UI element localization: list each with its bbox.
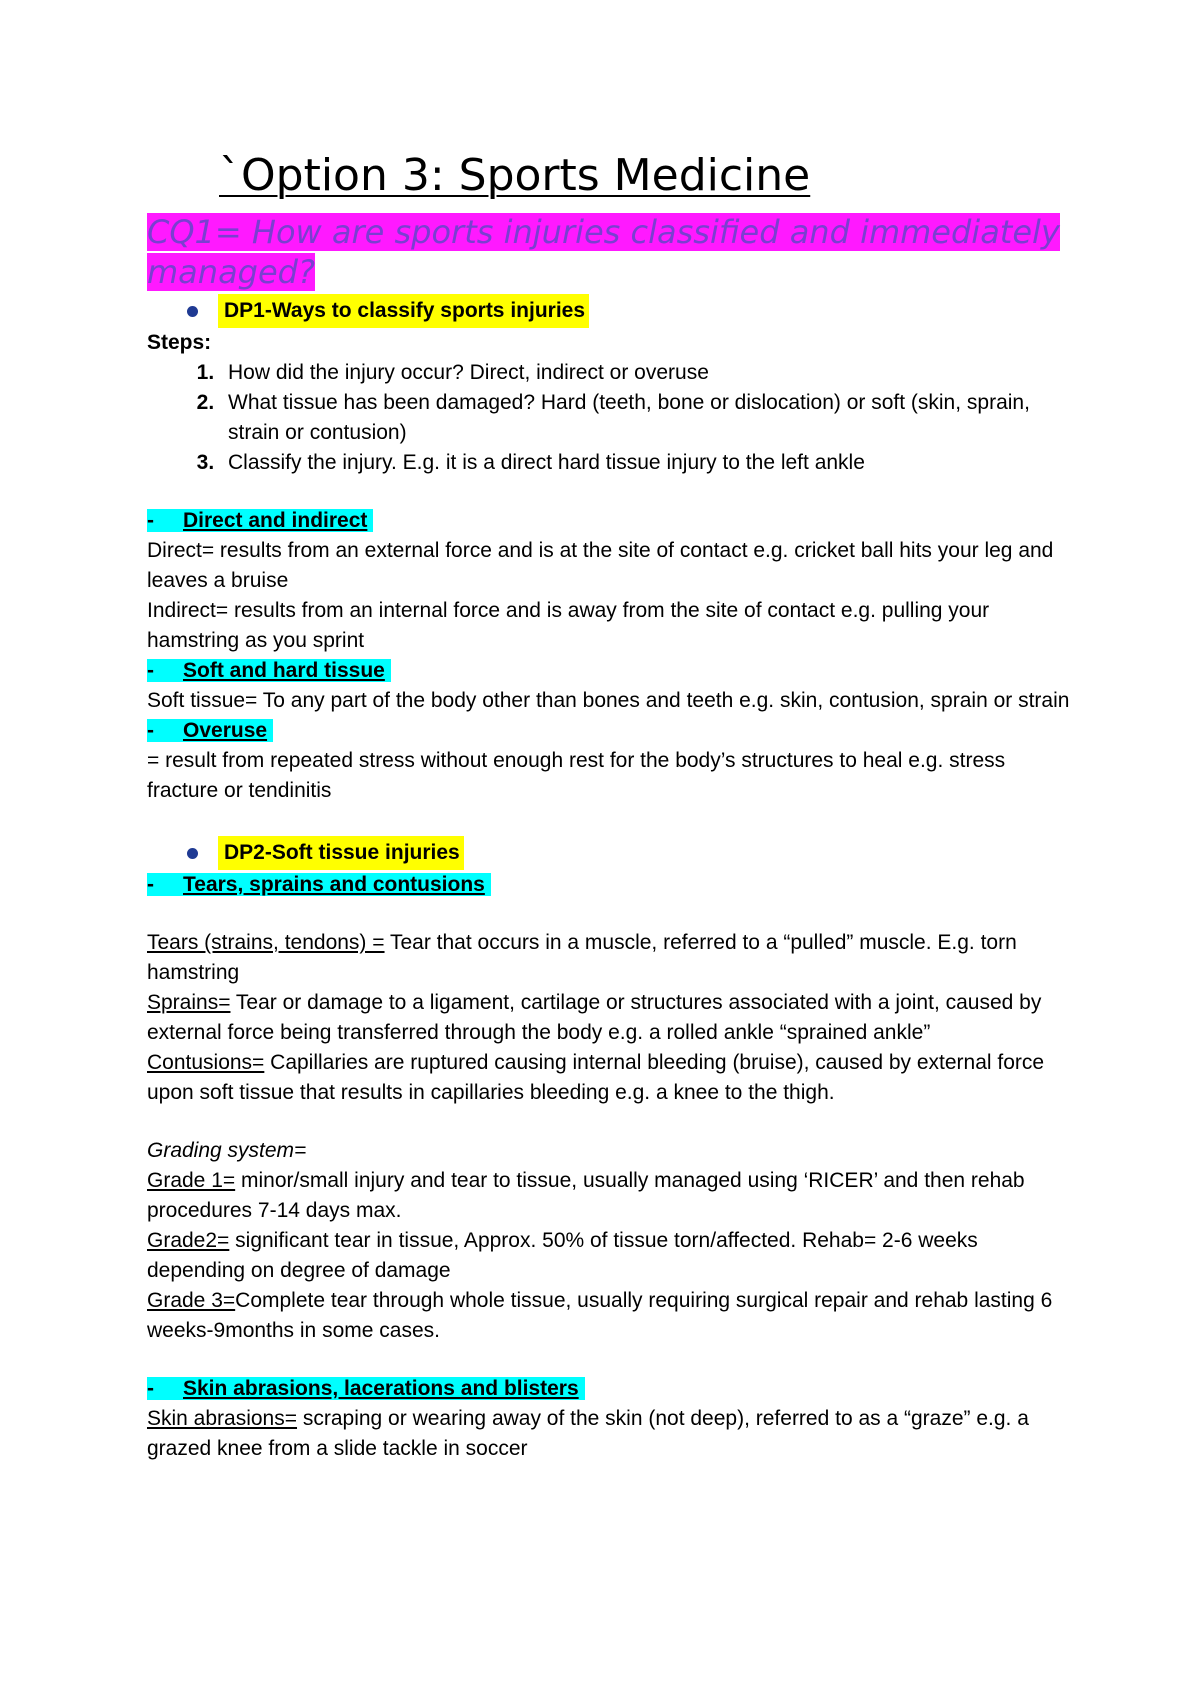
dot-point-1 [187,294,1077,328]
skin-heading-text: Skin abrasions, lacerations and blisters [183,1377,579,1400]
list-item: 2. What tissue has been damaged? Hard (teeth, bone or dislocation) or soft (skin, sprain, strain or contusion) [220,388,1077,448]
spacer [147,478,1077,506]
grade-3-term: Grade 3= [147,1289,236,1312]
tears-term: Tears (strains, tendons) = [147,931,385,954]
overuse-definition: = result from repeated stress without enough rest for the body’s structures to heal e.g. stress fracture or tendinitis [147,749,1006,802]
grade-2-definition [147,1226,1077,1286]
tears-heading-text: Tears, sprains and contusions [183,873,485,896]
skin-abrasions-text: scraping or wearing away of the skin (not deep), referred to as a “graze” e.g. a grazed knee from a slide tackle in soccer [147,1407,1029,1460]
skin-abrasions-term: Skin abrasions= [147,1407,298,1430]
contusions-term: Contusions= [147,1051,265,1074]
direct-heading-text: Direct and indirect [183,509,368,532]
spacer [147,1346,1077,1374]
bullet-icon [187,306,198,317]
soft-definition: Soft tissue= To any part of the body other than bones and teeth e.g. skin, contusion, sprain or strain [147,689,1070,712]
sprains-definition [147,988,1077,1048]
cq1-text: CQ1= How are sports injuries classified and immediately managed? [147,213,1060,291]
dot-point-2 [187,836,1077,870]
contusions-definition [147,1048,1077,1108]
dash-bullet: - [147,719,154,742]
section-heading-skin [147,1374,1077,1404]
section-heading-soft [147,656,1077,686]
indirect-definition: Indirect= results from an internal force and is away from the site of contact e.g. pulling your hamstring as you sprint [147,599,990,652]
section-heading-overuse [147,716,1077,746]
dash-bullet: - [147,873,154,896]
grade-2-text: significant tear in tissue, Approx. 50% of tissue torn/affected. Rehab= 2-6 weeks depending on degree of damage [147,1229,978,1282]
dp2-label: DP2-Soft tissue injuries [218,836,464,870]
steps-list [147,358,1077,478]
content-question-1 [147,212,1077,292]
bullet-icon [187,848,198,859]
tears-definition [147,928,1077,988]
grade-3-text: Complete tear through whole tissue, usually requiring surgical repair and rehab lasting 6 weeks-9months in some cases. [147,1289,1053,1342]
overuse-heading-text: Overuse [183,719,268,742]
list-item: 1. How did the injury occur? Direct, indirect or overuse [220,358,1077,388]
section-heading-direct [147,506,1077,536]
document-content [147,148,1077,1464]
grade-1-definition [147,1166,1077,1226]
sprains-text: Tear or damage to a ligament, cartilage or structures associated with a joint, caused by external force being transferred through the body e.g. a rolled ankle “sprained ankle” [147,991,1042,1044]
spacer [147,900,1077,928]
dash-bullet: - [147,509,154,532]
dash-bullet: - [147,659,154,682]
list-item: 3. Classify the injury. E.g. it is a direct hard tissue injury to the left ankle [220,448,1077,478]
soft-heading-text: Soft and hard tissue [183,659,385,682]
sprains-term: Sprains= [147,991,231,1014]
grading-label: Grading system= [147,1139,307,1162]
grade-1-term: Grade 1= [147,1169,236,1192]
spacer [147,806,1077,834]
contusions-text: Capillaries are ruptured causing internal bleeding (bruise), caused by external force upon soft tissue that results in capillaries bleeding e.g. a knee to the thigh. [147,1051,1045,1104]
skin-abrasions-definition [147,1404,1077,1464]
grade-2-term: Grade2= [147,1229,230,1252]
grade-1-text: minor/small injury and tear to tissue, usually managed using ‘RICER’ and then rehab procedures 7-14 days max. [147,1169,1025,1222]
spacer [147,1108,1077,1136]
steps-label: Steps: [147,331,212,354]
dp1-label: DP1-Ways to classify sports injuries [218,294,589,328]
direct-definition: Direct= results from an external force and is at the site of contact e.g. cricket ball hits your leg and leaves a bruise [147,539,1054,592]
dash-bullet: - [147,1377,154,1400]
tears-text: Tear that occurs in a muscle, referred to a “pulled” muscle. E.g. torn hamstring [147,931,1017,984]
section-heading-tears [147,870,1077,900]
page-title: `Option 3: Sports Medicine [219,150,811,201]
grade-3-definition [147,1286,1077,1346]
